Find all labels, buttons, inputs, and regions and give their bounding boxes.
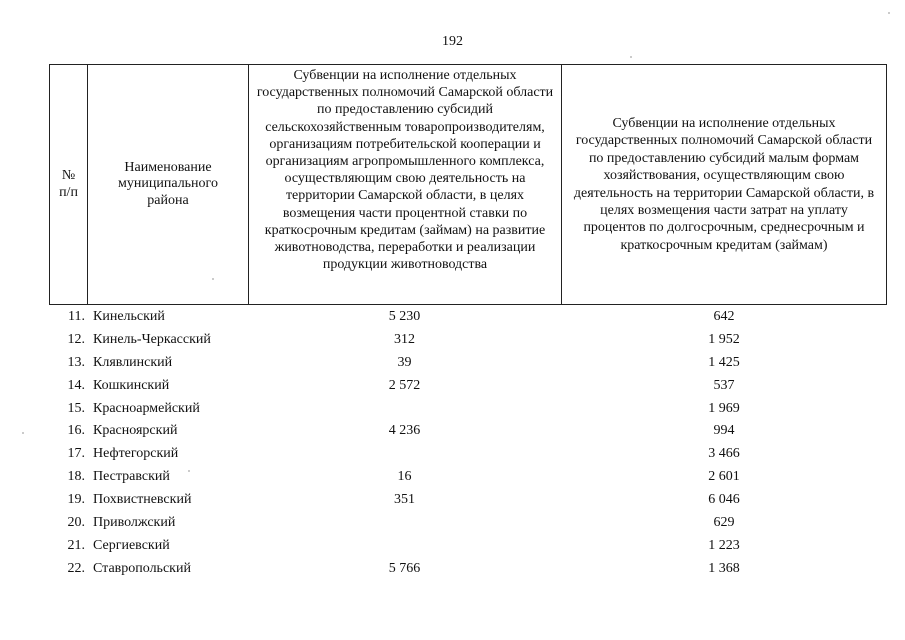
- subsidy-small-forms-value: 994: [713, 423, 735, 439]
- row-number: 14.: [67, 377, 85, 393]
- subsidy-livestock-value: 312: [394, 331, 415, 347]
- subsidy-livestock-value: 5 766: [388, 560, 421, 576]
- header-subsidy-livestock: Субвенции на исполнение отдельных государственных полномочий Самарской области по предоставлению субсидий сельскохозяйственным товаропроизводителям, организациям потребительской кооперации и организациям агропромышленного комплекса, осуществляющим свою деятельность на территории Самарской области, в целях возмещения части процентной ставки по краткосрочным кредитам (займам) на развитие животноводства, переработки и реализации продукции животноводства: [249, 65, 562, 304]
- table-header: [49, 64, 887, 305]
- subsidy-small-forms-value: 1 952: [708, 331, 740, 347]
- row-number: 21.: [67, 537, 85, 553]
- table-row: [49, 466, 887, 489]
- table-row: [49, 512, 887, 535]
- row-number: 22.: [67, 560, 85, 576]
- district-name: Похвистневский: [93, 492, 192, 508]
- table-row: [49, 489, 887, 512]
- row-number: 12.: [67, 331, 85, 347]
- subsidy-livestock-value: 39: [397, 354, 412, 370]
- district-name: Клявлинский: [93, 354, 173, 370]
- row-number: 16.: [67, 423, 85, 439]
- subsidy-small-forms-value: 3 466: [708, 446, 740, 462]
- district-name: Красноармейский: [93, 400, 200, 416]
- subsidy-livestock-value: 5 230: [388, 309, 421, 324]
- header-subsidy-small-forms: Субвенции на исполнение отдельных государственных полномочий Самарской области по предоставлению субсидий малым формам хозяйствования, осуществляющим свою деятельность на территории Самарской области, в целях возмещения части затрат на уплату процентов по долгосрочным, среднесрочным и краткосрочным кредитам (займам): [573, 115, 875, 253]
- district-name: Ставропольский: [93, 560, 191, 576]
- district-name: Сергиевский: [93, 537, 170, 553]
- scan-speck: [888, 12, 890, 14]
- header-num: № п/п: [50, 65, 88, 304]
- subsidy-small-forms-value: 537: [713, 377, 735, 393]
- subsidy-livestock-value: [248, 535, 561, 558]
- subsidy-livestock-value: 4 236: [388, 423, 421, 439]
- subsidy-livestock-value: 2 572: [388, 377, 421, 393]
- table-row: [49, 375, 887, 398]
- table-row: [49, 329, 887, 352]
- district-name: Кошкинский: [93, 377, 170, 393]
- header-district-name: Наименование муниципального района: [88, 65, 249, 304]
- subsidy-small-forms-value: 629: [713, 515, 735, 531]
- table-body: [49, 306, 887, 581]
- row-number: 11.: [68, 309, 85, 324]
- scan-speck: [212, 278, 214, 280]
- district-name: Кинель-Черкасский: [93, 331, 211, 347]
- table-row: [49, 558, 887, 581]
- table-row: [49, 306, 887, 329]
- subsidy-small-forms-value: 2 601: [708, 469, 740, 485]
- table-row: [49, 535, 887, 558]
- subsidy-small-forms-value: 6 046: [708, 492, 740, 508]
- row-number: 13.: [67, 354, 85, 370]
- district-name: Нефтегорский: [93, 446, 179, 462]
- district-name: Пестравский: [93, 469, 170, 485]
- subsidy-livestock-value: [248, 443, 561, 466]
- district-name: Красноярский: [93, 423, 178, 439]
- subsidy-livestock-value: [248, 512, 561, 535]
- subsidy-small-forms-value: 642: [713, 309, 735, 324]
- table-row: [49, 420, 887, 443]
- subsidy-small-forms-value: 1 368: [708, 560, 740, 576]
- scan-speck: [188, 470, 190, 472]
- district-name: Приволжский: [93, 515, 176, 531]
- subsidy-small-forms-value: 1 425: [708, 354, 740, 370]
- district-name: Кинельский: [93, 309, 165, 324]
- subsidy-small-forms-value: 1 969: [708, 400, 740, 416]
- row-number: 20.: [67, 515, 85, 531]
- table-row: [49, 398, 887, 421]
- row-number: 17.: [67, 446, 85, 462]
- row-number: 18.: [67, 469, 85, 485]
- table-row: [49, 352, 887, 375]
- scan-speck: [630, 56, 632, 58]
- subsidy-small-forms-value: 1 223: [708, 537, 740, 553]
- row-number: 15.: [67, 400, 85, 416]
- row-number: 19.: [67, 492, 85, 508]
- subsidy-livestock-value: [248, 398, 561, 421]
- scan-speck: [22, 432, 24, 434]
- subsidy-livestock-value: 351: [394, 492, 415, 508]
- table-row: [49, 443, 887, 466]
- subsidy-livestock-value: 16: [397, 469, 412, 485]
- page-number: 192: [442, 34, 463, 49]
